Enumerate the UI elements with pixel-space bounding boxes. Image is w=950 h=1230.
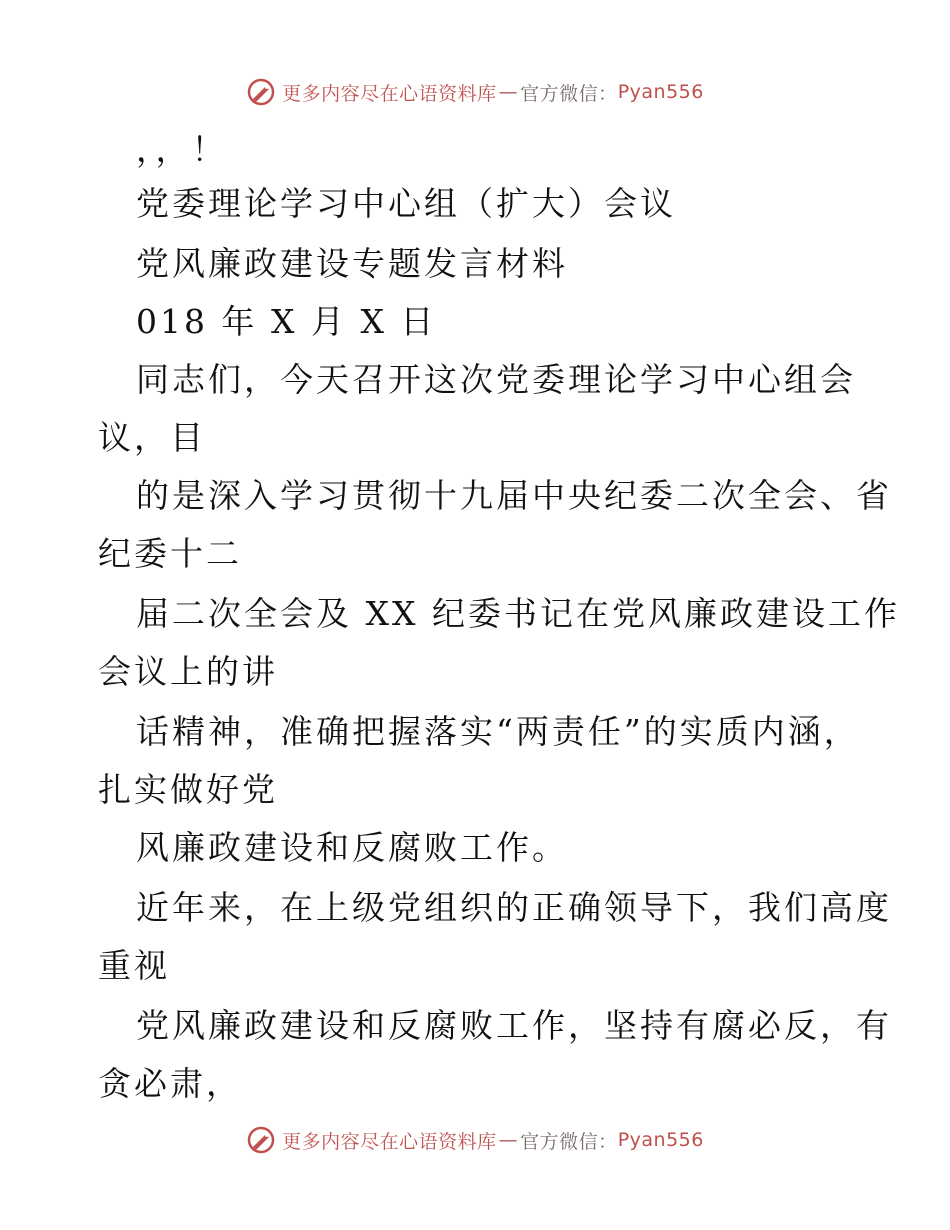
paragraph-line: 近年来，在上级党组织的正确领导下，我们高度 <box>136 888 892 927</box>
watermark-separator: — <box>498 81 519 103</box>
document-subtitle: 党风廉政建设专题发言材料 <box>136 244 568 283</box>
watermark-account: Pyan556 <box>617 1129 704 1151</box>
paragraph-line: 话精神，准确把握落实“两责任”的实质内涵， <box>136 712 860 751</box>
paragraph-line: 届二次全会及 XX 纪委书记在党风廉政建设工作 <box>136 594 900 633</box>
paragraph-line: 扎实做好党 <box>98 770 278 809</box>
paragraph-line: 风廉政建设和反腐败工作。 <box>136 828 568 867</box>
watermark-account: Pyan556 <box>617 81 704 103</box>
watermark-label: 官方微信： <box>520 1130 618 1153</box>
paragraph-line: 同志们，今天召开这次党委理论学习中心组会 <box>136 360 856 399</box>
pen-circle-icon <box>246 77 276 107</box>
pen-circle-icon <box>246 1125 276 1155</box>
paragraph-line: 重视 <box>98 946 170 985</box>
watermark-separator: — <box>498 1129 519 1151</box>
document-date: 018 年 X 月 X 日 <box>136 302 437 341</box>
watermark-text: 更多内容尽在心语资料库 <box>282 1130 497 1153</box>
paragraph-line: 议，目 <box>98 418 206 457</box>
paragraph-line: 纪委十二 <box>98 534 242 573</box>
punctuation-line: ，，！ <box>136 130 228 169</box>
paragraph-line: 会议上的讲 <box>98 652 278 691</box>
watermark-text: 更多内容尽在心语资料库 <box>282 82 497 105</box>
footer-watermark <box>0 1120 950 1160</box>
watermark-label: 官方微信： <box>520 82 618 105</box>
paragraph-line: 贪必肃， <box>98 1064 242 1103</box>
paragraph-line: 党风廉政建设和反腐败工作，坚持有腐必反，有 <box>136 1006 892 1045</box>
meeting-title: 党委理论学习中心组（扩大）会议 <box>136 184 676 223</box>
header-watermark <box>0 72 950 112</box>
paragraph-line: 的是深入学习贯彻十九届中央纪委二次全会、省 <box>136 476 892 515</box>
